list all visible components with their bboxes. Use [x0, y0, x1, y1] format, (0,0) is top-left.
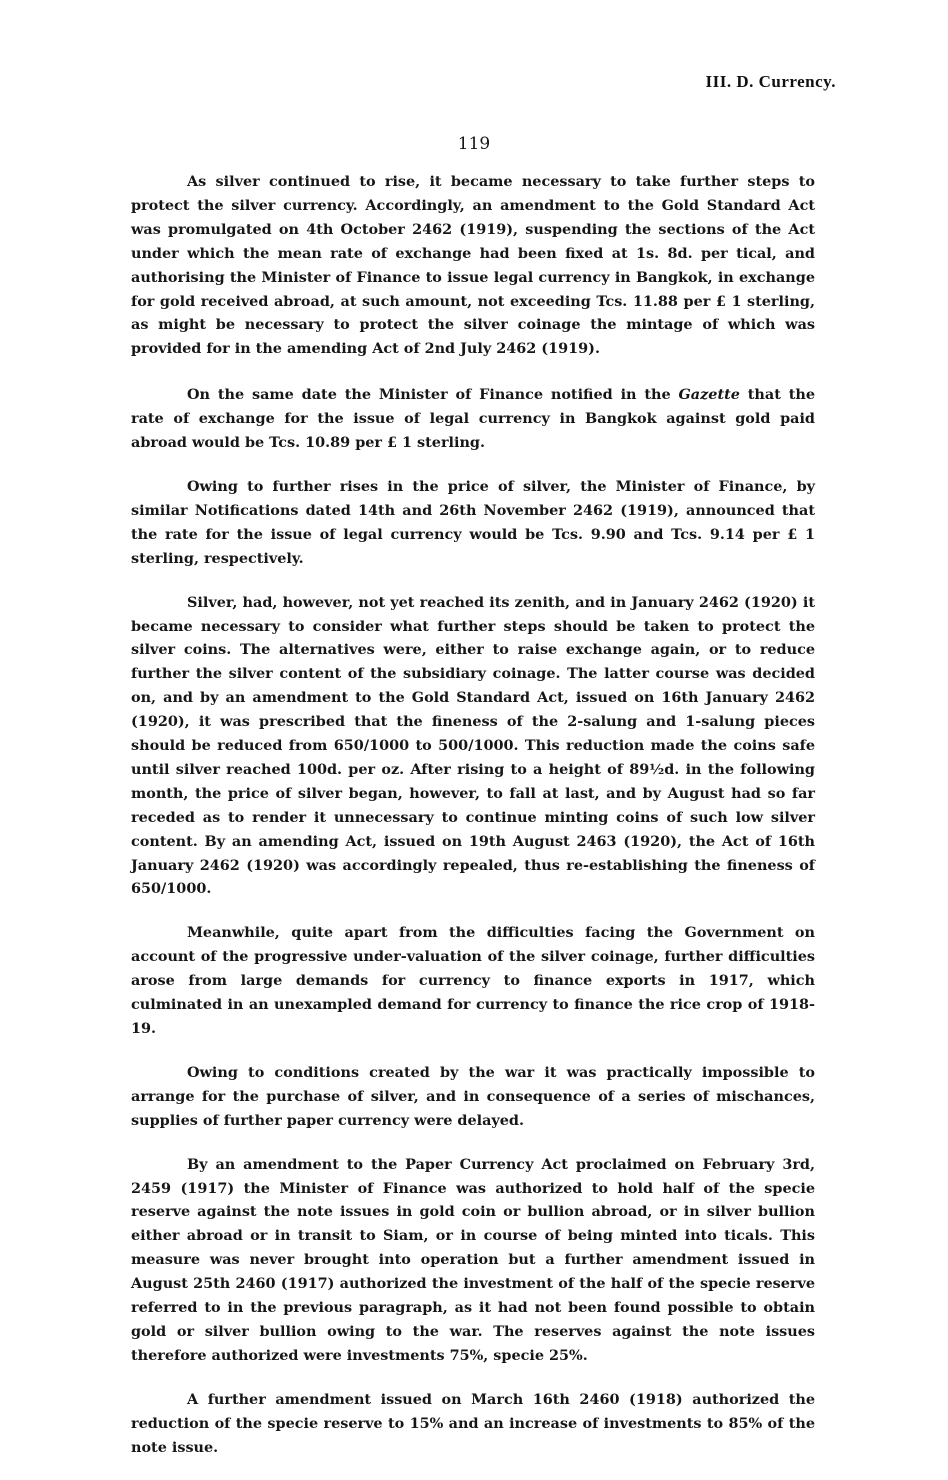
- paragraph: On the same date the Minister of Finance notified in the Gazette that the rate of exchange for the issue of legal currency in Bangkok against gold paid abroad would be Tcs. 10.89 per £ 1 sterling.: [131, 386, 815, 452]
- paragraph: By an amendment to the Paper Currency Act proclaimed on February 3rd, 2459 (1917) the Minister of Finance was authorized to hold half of the specie reserve against the note issues in gold coin or bullion abroad, or in silver bullion either abroad or in transit to Siam, or in course of being minted into ticals. This measure was never brought into operation but a further amendment issued in August 25th 2460 (1917) authorized the investment of the half of the specie reserve referred to in the previous paragraph, as it had not been found possible to obtain gold or silver bullion owing to the war. The reserves against the note issues therefore authorized were investments 75%, specie 25%.: [131, 1155, 815, 1364]
- paragraph: Meanwhile, quite apart from the difficulties facing the Government on account of the progressive under-valuation of the silver coinage, further difficulties arose from large demands for currency to finance exports in 1917, which culminated in an unexampled demand for currency to finance the rice crop of 1918-19.: [131, 924, 815, 1037]
- paragraph: A further amendment issued on March 16th 2460 (1918) authorized the reduction of the specie reserve to 15% and an increase of investments to 85% of the note issue.: [131, 1390, 815, 1456]
- body-text: [131, 170, 815, 1480]
- paragraph: Owing to further rises in the price of silver, the Minister of Finance, by similar Notifications dated 14th and 26th November 2462 (1919), announced that the rate for the issue of legal currency would be Tcs. 9.90 and Tcs. 9.14 per £ 1 sterling, respectively.: [131, 477, 815, 567]
- page-number: 119: [457, 134, 491, 154]
- paragraph: Owing to conditions created by the war it was practically impossible to arrange for the purchase of silver, and in consequence of a series of mischances, supplies of further paper currency were delayed.: [131, 1063, 815, 1129]
- paragraph: Silver, had, however, not yet reached its zenith, and in January 2462 (1920) it became necessary to consider what further steps should be taken to protect the silver coins. The alternatives were, either to raise exchange again, or to reduce further the silver content of the subsidiary coinage. The latter course was decided on, and by an amendment to the Gold Standard Act, issued on 16th January 2462 (1920), it was prescribed that the fineness of the 2-salung and 1-salung pieces should be reduced from 650/1000 to 500/1000. This reduction made the coins safe until silver reached 100d. per oz. After rising to a height of 89½d. in the following month, the price of silver began, however, to fall at last, and by August had so far receded as to render it unnecessary to continue minting coins of such low silver content. By an amending Act, issued on 19th August 2463 (1920), the Act of 16th January 2462 (1920) was accordingly repealed, thus re-establishing the fineness of 650/1000.: [131, 593, 815, 898]
- running-head: III. D. Currency.: [705, 72, 836, 91]
- paragraph: As silver continued to rise, it became necessary to take further steps to protect the silver currency. Accordingly, an amendment to the Gold Standard Act was promulgated on 4th October 2462 (1919), suspending the sections of the Act under which the mean rate of exchange had been fixed at 1s. 8d. per tical, and authorising the Minister of Finance to issue legal currency in Bangkok, in exchange for gold received abroad, at such amount, not exceeding Tcs. 11.88 per £ 1 sterling, as might be necessary to protect the silver coinage the mintage of which was provided for in the amending Act of 2nd July 2462 (1919).: [131, 173, 815, 358]
